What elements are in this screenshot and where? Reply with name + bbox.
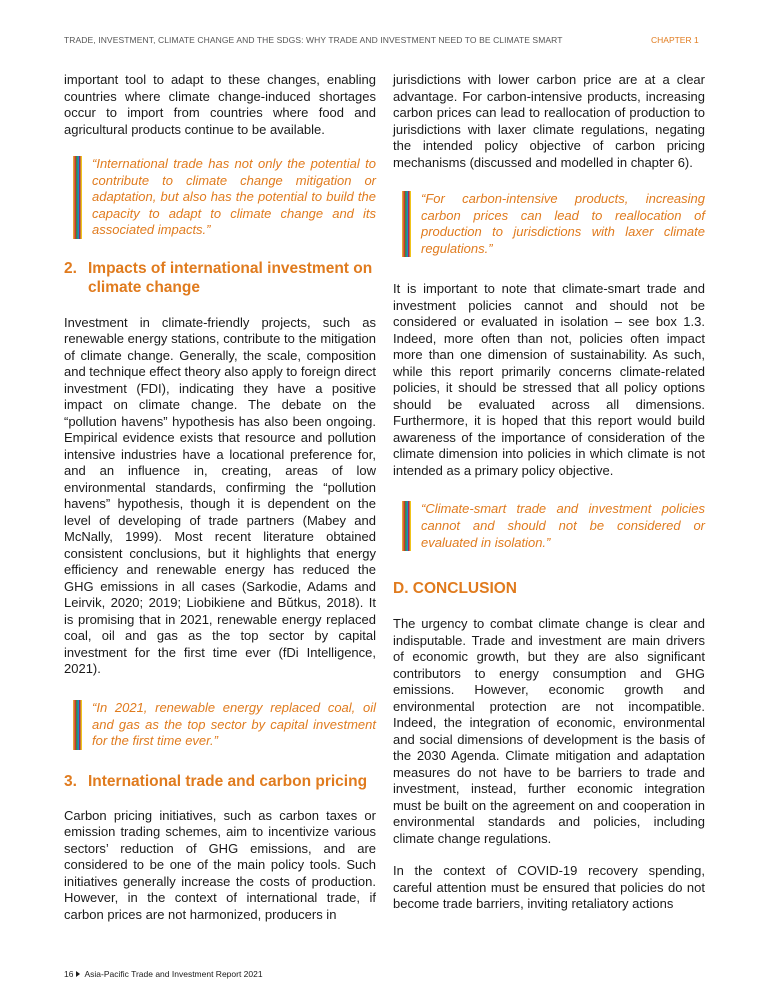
sdg-color-bar — [73, 156, 82, 239]
section-heading: 3. International trade and carbon pricing — [64, 772, 368, 790]
section-heading: D. CONCLUSION — [393, 580, 517, 598]
pull-quote-text: “For carbon-intensive products, increasing carbon prices can lead to reallocation of production to jurisdictions with laxer climate regulations.” — [421, 191, 705, 256]
sdg-color-bar — [73, 700, 82, 750]
paragraph: In the context of COVID-19 recovery spending, careful attention must be ensured that policies do not become trade barriers, inviting retaliatory actions — [393, 863, 705, 912]
page-number: 16 — [64, 969, 74, 979]
pull-quote — [393, 501, 705, 551]
pull-quote — [64, 156, 376, 239]
sdg-color-bar — [402, 191, 411, 257]
pull-quote — [64, 700, 376, 750]
paragraph: It is important to note that climate-smart trade and investment policies cannot and should not be considered or evaluated in isolation – see box 1.3. Indeed, more often than not, policies often impact more than one dimension of sustainability. As such, while this report primarily concerns climate-related policies, it should be stressed that all policy options should be evaluated across all dimensions. Furthermore, it is hoped that this report would build awareness of the importance of consideration of the climate dimension into policies in which climate is not intended as a primary policy objective. — [393, 281, 705, 478]
running-header: TRADE, INVESTMENT, CLIMATE CHANGE AND THE SDGS: WHY TRADE AND INVESTMENT NEED TO BE CLIMATE SMART — [64, 35, 563, 45]
sdg-color-bar — [402, 501, 411, 551]
right-column — [393, 72, 705, 913]
paragraph: Investment in climate-friendly projects, such as renewable energy stations, contribute to the mitigation of climate change. Generally, the scale, composition and technique effect theory also apply to foreign direct investment (FDI), indicating they have a positive impact on climate change. The debate on the “pollution havens” hypothesis has also been ongoing. Empirical evidence exists that resource and pollution intensive industries have a locational preference for, and an influence in, creating, areas of low environmental standards, confirming the “pollution havens” hypothesis, though it is dependent on the level of developing of trade partners (Mabey and McNally, 1999). Most recent literature obtained consistent conclusions, but it highlights that energy efficiency and renewable energy has reduced the GHG emissions in all cases (Sarkodie, Adams and Leirvik, 2020; 2019; Liobikiene and Bŭtkus, 2018). It is promising that in 2021, renewable energy replaced coal, oil and gas as the top sector by capital investment for the first time ever (fDi Intelligence, 2021). — [64, 314, 376, 677]
pull-quote-text: “In 2021, renewable energy replaced coal, oil and gas as the top sector by capital investment for the first time ever.” — [92, 699, 376, 749]
chapter-label: CHAPTER 1 — [651, 35, 699, 45]
pull-quote-text: “International trade has not only the potential to contribute to climate change mitigation or adaptation, but also has the potential to build the capacity to adapt to climate change and its associated impacts.” — [92, 156, 376, 238]
paragraph: jurisdictions with lower carbon price are at a clear advantage. For carbon-intensive products, increasing carbon prices can lead to reallocation of production to jurisdictions with laxer climate regulations, negating the intended policy objective of carbon pricing mechanisms (discussed and modelled in chapter 6). — [393, 72, 705, 170]
section-heading: 2. Impacts of international investment on climate change — [64, 259, 373, 296]
paragraph: The urgency to combat climate change is clear and indisputable. Trade and investment are main drivers of economic growth, but they are also significant contributors to energy consumption and GHG emissions. However, economic growth and environmental protection are not incompatible. Indeed, the integration of economic, environmental and social dimensions of development is the basis of the 2030 Agenda. Climate mitigation and adaptation measures do not have to be barriers to trade and investment, instead, further economic integration must be built on the agreement on and cooperation in environmental standards and policies, including climate change regulations. — [393, 616, 705, 846]
page-footer — [64, 969, 263, 979]
paragraph: important tool to adapt to these changes, enabling countries where climate change-induced shortages occur to import from countries where food and agricultural products continue to be available. — [64, 72, 376, 137]
triangle-icon — [76, 971, 80, 977]
paragraph: Carbon pricing initiatives, such as carbon taxes or emission trading schemes, aim to incentivize various sectors’ reduction of GHG emissions, and are considered to be one of the main policy tools. Such initiatives generally increase the costs of production. However, in the context of international trade, if carbon prices are not harmonized, producers in — [64, 807, 376, 922]
report-title: Asia-Pacific Trade and Investment Report 2021 — [84, 969, 263, 979]
pull-quote-text: “Climate-smart trade and investment policies cannot and should not be considered or evaluated in isolation.” — [421, 501, 705, 550]
left-column — [64, 72, 376, 923]
pull-quote — [393, 191, 705, 257]
